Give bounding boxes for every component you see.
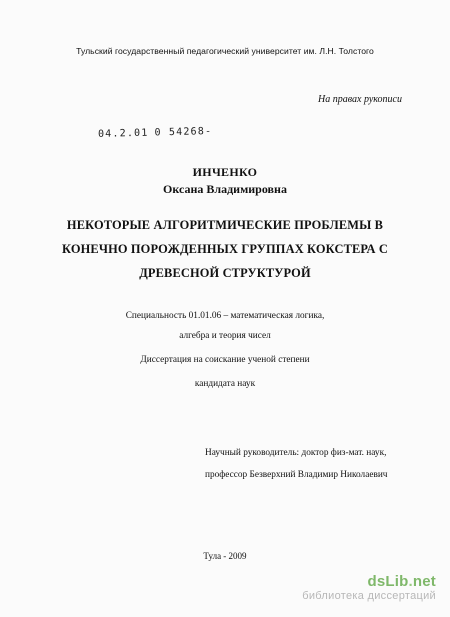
advisor-line: Научный руководитель: доктор физ-мат. наук,	[205, 448, 387, 458]
dissertation-title-line: ДРЕВЕСНОЙ СТРУКТУРОЙ	[139, 266, 311, 280]
watermark-subtitle: библиотека диссертаций	[302, 590, 436, 602]
stamp-code: 04.2.01	[97, 127, 149, 140]
city-year: Тула - 2009	[203, 551, 247, 561]
specialty-line: Специальность 01.01.06 – математическая логика,	[125, 311, 325, 321]
dissertation-title-line: НЕКОТОРЫЕ АЛГОРИТМИЧЕСКИЕ ПРОБЛЕМЫ В	[66, 218, 384, 232]
logo-tld: net	[412, 573, 436, 590]
degree-line: Диссертация на соискание ученой степени	[140, 355, 310, 365]
dissertation-title-line: КОНЕЧНО ПОРОЖДЕННЫХ ГРУППАХ КОКСТЕРА С	[62, 242, 388, 256]
logo-main: dsLib	[367, 573, 409, 590]
library-stamp	[98, 126, 213, 140]
author-name: Оксана Владимировна	[163, 182, 287, 196]
dslib-logo	[302, 574, 436, 590]
rights-note: На правах рукописи	[318, 94, 402, 105]
logo-dot: .	[408, 573, 413, 590]
specialty-line: алгебра и теория чисел	[179, 331, 271, 341]
university-header: Тульский государственный педагогический университет им. Л.Н. Толстого	[76, 46, 374, 56]
advisor-name: профессор Безверхний Владимир Николаевич	[205, 470, 388, 480]
author-surname: ИНЧЕНКО	[192, 165, 258, 179]
degree-line: кандидата наук	[194, 379, 256, 389]
stamp-number: 0 54268-	[154, 126, 213, 139]
dslib-watermark	[302, 574, 436, 603]
